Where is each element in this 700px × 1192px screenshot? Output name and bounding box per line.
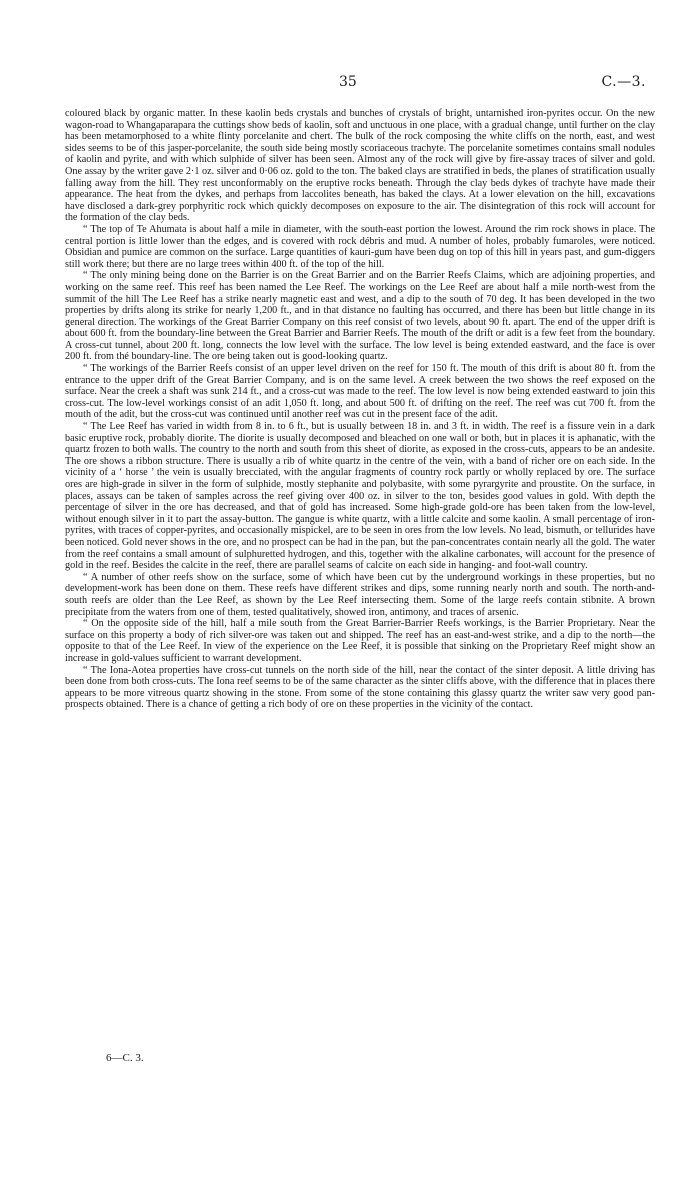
page-number: 35 xyxy=(339,74,357,90)
document-reference: C.—3. xyxy=(601,74,646,90)
paragraph-other-reefs: “ A number of other reefs show on the surface, some of which have been cut by the underground workings in these properties, but no development-work has been done on them. These reefs have different strikes and dips, some running nearly north and south. The north-and-south reefs are older than the Lee Reef, as shown by the Lee Reef intersecting them. Some of the large reefs contain stibnite. A brown precipitate from the waters from one of them, tested qualitatively, showed iron, antimony, and traces of arsenic. xyxy=(65,571,655,618)
paragraph-lee-reef-workings: “ The only mining being done on the Barrier is on the Great Barrier and on the Barrier Reefs Claims, which are adjoining properties, and working on the same reef. This reef has been named the Lee Reef. The workings on the Lee Reef are about half a mile north-west from the summit of the hill The Lee Reef has a strike nearly magnetic east and west, and a dip to the south of 70 deg. It has been developed in the two properties by drifts along its strike for nearly 1,200 ft., and in that distance no faulting has occurred, and there has been but little change in its general direction. The workings of the Great Barrier Company on this reef consist of two levels, about 90 ft. apart. The end of the upper drift is about 600 ft. from the boundary-line between the Great Barrier and Barrier Reefs. The mouth of the drift or adit is a few feet from the boundary. A cross-cut tunnel, about 200 ft. long, connects the low level with the surface. The low level is being extended eastward, and the face is over 200 ft. from thé boundary-line. The ore being taken out is good-looking quartz. xyxy=(65,270,655,363)
page-header xyxy=(0,74,700,94)
signature-mark: 6—C. 3. xyxy=(106,1052,144,1064)
paragraph-lee-reef-character: “ The Lee Reef has varied in width from 8 in. to 6 ft., but is usually between 18 in. and 3 ft. in width. The reef is a fissure vein in a dark basic eruptive rock, probably diorite. The diorite is usually decomposed and bleached on one wall or both, but in places it is aphanatic, with the quartz frozen to both walls. The country to the north and south from this sheet of diorite, as exposed in the cross-cuts, appears to be an andesite. The ore shows a ribbon structure. There is usually a rib of white quartz in the centre of the vein, with a band of richer ore on each side. In the vicinity of a ‘ horse ’ the vein is usually brecciated, with the angular fragments of country rock partly or wholly replaced by ore. The surface ores are high-grade in silver in the form of sulphide, mostly stephanite and polybasite, with some pyrargyrite and proustite. On the surface, in places, assays can be taken of samples across the reef giving over 400 oz. in silver to the ton, besides good values in gold. With depth the percentage of silver in the ore has decreased, and that of gold has increased. Some high-grade gold-ore has been taken from the low-level, without enough silver in it to part the assay-button. The gangue is white quartz, with a little calcite and some kaolin. A small percentage of iron-pyrites, with traces of copper-pyrites, and occasionally mispickel, are to be seen in ores from the low levels. No lead, bismuth, or tellurides have been noticed. Gold never shows in the ore, and no prospect can be had in the pan, but the pan-concentrates contain nearly all the gold. The water from the reef contains a small amount of sulphuretted hydrogen, and this, together with the alkaline carbonates, will account for the presence of gold in the reef. Besides the calcite in the reef, there are parallel seams of calcite on each side in hanging- and foot-wall country. xyxy=(65,421,655,572)
body-text xyxy=(65,108,655,711)
paragraph-barrier-reefs-workings: “ The workings of the Barrier Reefs consist of an upper level driven on the reef for 150 ft. The mouth of this drift is about 80 ft. from the entrance to the upper drift of the Great Barrier Company, and is on the same level. A creek between the two shows the reef exposed on the surface. Near the creek a shaft was sunk 214 ft., and a cross-cut was made to the reef. The low level is now being extended eastward to join this cross-cut. The low-level workings consist of an adit 1,050 ft. long, and about 500 ft. of drifting on the reef. The reef was cut 700 ft. from the mouth of the adit, but the cross-cut was continued until another reef was cut in the present face of the adit. xyxy=(65,363,655,421)
paragraph-barrier-proprietary: “ On the opposite side of the hill, half a mile south from the Great Barrier-Barrier Reefs workings, is the Barrier Proprietary. Near the surface on this property a body of rich silver-ore was taken out and shipped. The reef has an east-and-west strike, and a dip to the north—the opposite to that of the Lee Reef. In view of the experience on the Lee Reef, it is possible that sinking on the Proprietary Reef might show an increase in gold-values sufficient to warrant development. xyxy=(65,618,655,664)
paragraph-te-ahumata-top: “ The top of Te Ahumata is about half a mile in diameter, with the south-east portion the lowest. Around the rim rock shows in place. The central portion is little lower than the edges, and is covered with rock débris and mud. A number of holes, probably fumaroles, were noticed. Obsidian and pumice are common on the surface. Large quantities of kauri-gum have been dug on top of this hill in years past, and gum-diggers still work there; but there are no large trees within 400 ft. of the top of the hill. xyxy=(65,223,655,270)
paragraph-iona-aotea: “ The Iona-Aotea properties have cross-cut tunnels on the north side of the hill, near the contact of the sinter deposit. A little driving has been done from both cross-cuts. The Iona reef seems to be of the same character as the sinter cliffs above, with the difference that in places there appears to be more vitreous quartz showing in the stone. From some of the stone containing this glassy quartz the writer saw very good pan-prospects obtained. There is a chance of getting a rich body of ore on these properties in the vicinity of the contact. xyxy=(65,664,655,711)
paragraph-kaolin-beds: coloured black by organic matter. In these kaolin beds crystals and bunches of crystals of bright, untarnished iron-pyrites occur. On the new wagon-road to Whangaparapara the cuttings show beds of kaolin, soft and unctuous in one place, with a gradual change, until further on the clay has been metamorphosed to a white flinty porcelanite and chert. The bulk of the rock composing the white cliffs on the north, east, and west sides seems to be of this jasper-porcelanite, the south side being mostly scoriaceous trachyte. The porcelanite sometimes contains small nodules of kaolin and pyrite, and with which sulphide of silver has been seen. Almost any of the rock will give by fire-assay traces of silver and gold. One assay by the writer gave 2·1 oz. silver and 0·06 oz. gold to the ton. The baked clays are stratified in beds, the planes of stratification usually falling away from the hill. They rest unconformably on the eruptive rocks beneath. Through the clay beds dykes of trachyte have made their appearance. The heat from the dykes, and perhaps from laccolites beneath, has baked the clays. At a lower elevation on the hill, excavations have disclosed a dark-grey porphyritic rock which quickly decomposes on exposure to the air. The disintegration of this rock will account for the formation of the clay beds. xyxy=(65,108,655,224)
